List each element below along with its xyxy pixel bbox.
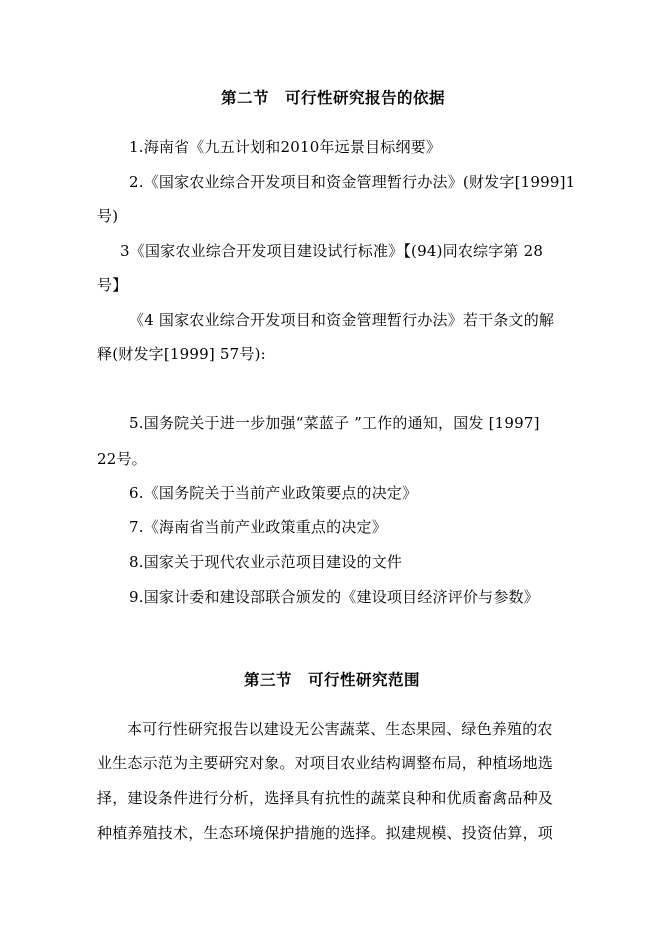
scope-paragraph-line-4: 种植养殖技术，生态环境保护措施的选择。拟建规模、投资估算，项 bbox=[97, 824, 554, 842]
basis-item-9: 9.国家计委和建设部联合颁发的《建设项目经济评价与参数》 bbox=[129, 588, 539, 606]
basis-item-3-continued: 号】 bbox=[97, 276, 128, 294]
basis-item-7: 7.《海南省当前产业政策重点的决定》 bbox=[129, 518, 387, 536]
basis-item-8: 8.国家关于现代农业示范项目建设的文件 bbox=[129, 553, 403, 571]
section-2-heading: 第二节 可行性研究报告的依据 bbox=[221, 88, 446, 107]
basis-item-2: 2.《国家农业综合开发项目和资金管理暂行办法》(财发字[1999]1 bbox=[129, 173, 576, 191]
basis-item-4-continued: 释(财发字[1999] 57号): bbox=[97, 345, 266, 363]
scope-paragraph-line-2: 业生态示范为主要研究对象。对项目农业结构调整布局，种植场地选 bbox=[97, 754, 554, 772]
section-3-heading: 第三节 可行性研究范围 bbox=[244, 670, 421, 689]
basis-item-6: 6.《国务院关于当前产业政策要点的决定》 bbox=[129, 484, 418, 502]
scope-paragraph-line-3: 择，建设条件进行分析，选择具有抗性的蔬菜良种和优质畜禽品种及 bbox=[97, 789, 554, 807]
scope-paragraph-line-1: 本可行性研究报告以建设无公害蔬菜、生态果园、绿色养殖的农 bbox=[127, 720, 553, 738]
basis-item-5-continued: 22号。 bbox=[97, 450, 147, 468]
basis-item-3: 3《国家农业综合开发项目建设试行标准》【(94)同农综字第 28 bbox=[120, 242, 544, 260]
basis-item-2-continued: 号) bbox=[97, 207, 119, 225]
basis-item-4: 《4 国家农业综合开发项目和资金管理暂行办法》若干条文的解 bbox=[129, 311, 555, 329]
basis-item-5: 5.国务院关于进一步加强“菜蓝子 ”工作的通知，国发 [1997] bbox=[129, 414, 540, 432]
basis-item-1: 1.海南省《九五计划和2010年远景目标纲要》 bbox=[129, 138, 442, 156]
